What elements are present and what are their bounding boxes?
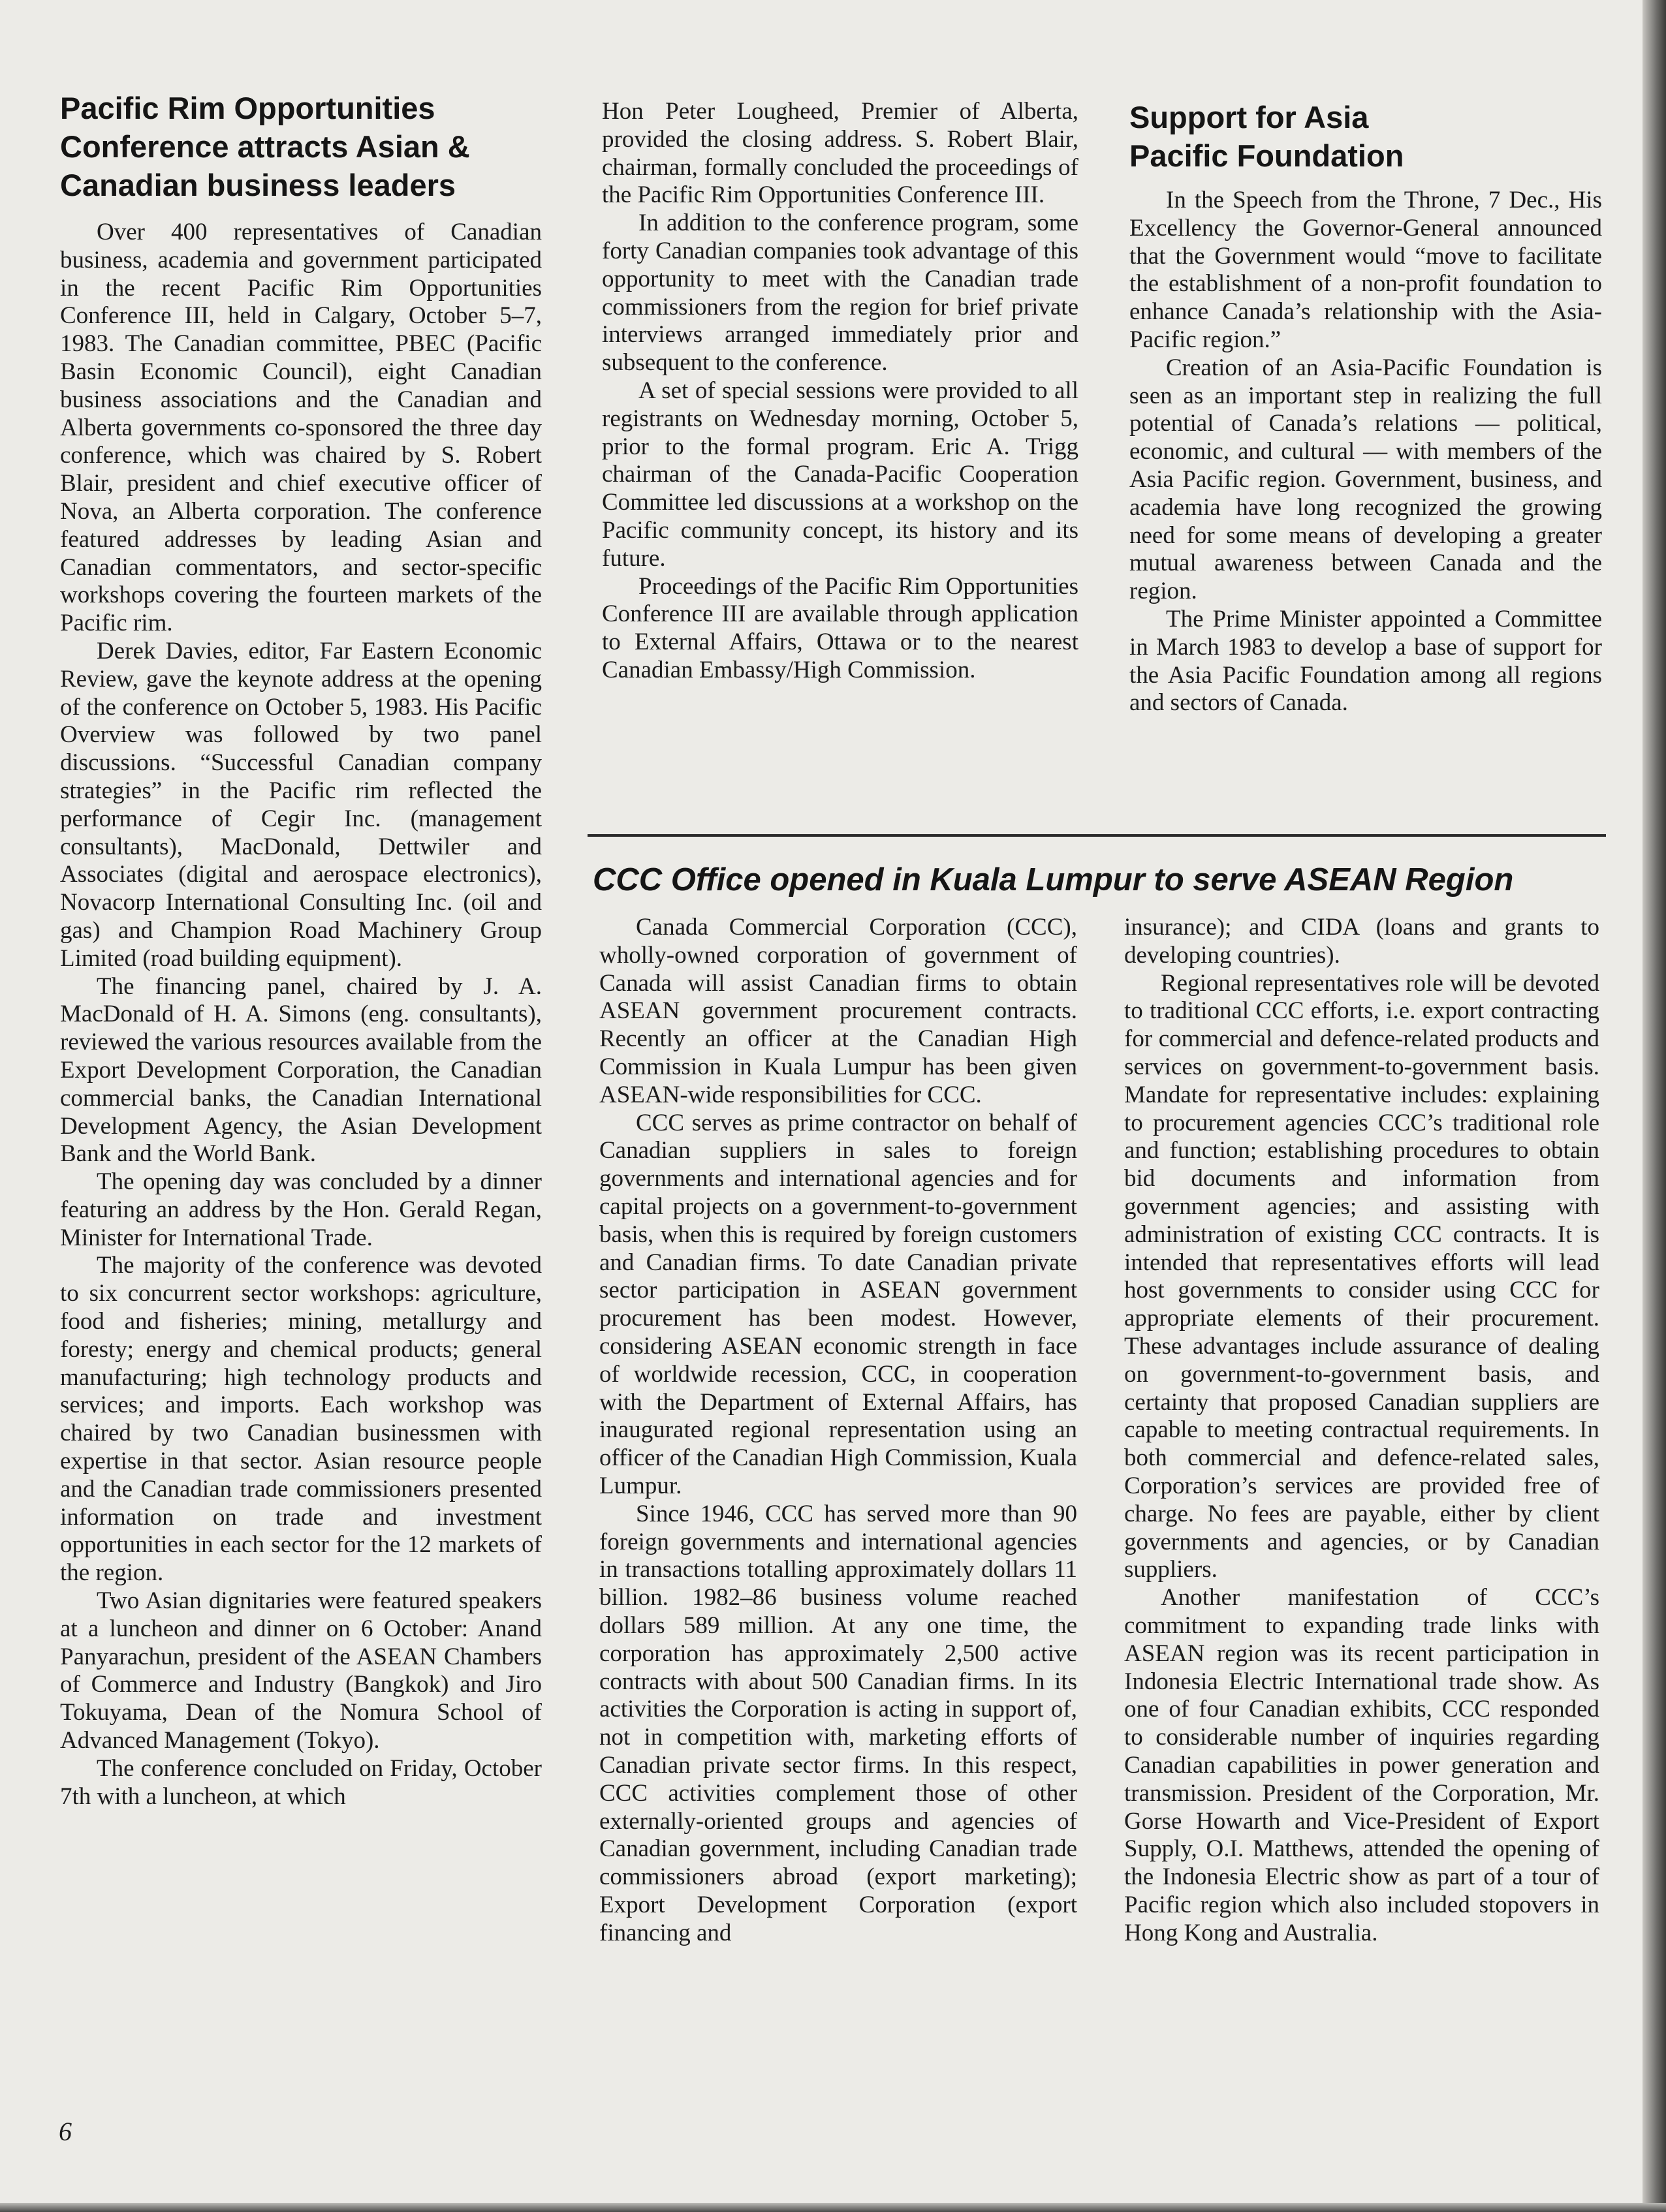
body-paragraph: Canada Commercial Corporation (CCC), wholly-owned corporation of government of Canada will assist Canadian firms to obtain ASEAN government procurement contracts. Recently an officer at the Canadian High Commission in Kuala Lumpur has been given ASEAN-wide responsibilities for CCC. — [599, 914, 1077, 1108]
headline-line: Conference attracts Asian & — [60, 129, 470, 164]
body-paragraph: The opening day was concluded by a dinner featuring an address by the Hon. Gerald Regan, Minister for International Trade. — [60, 1168, 542, 1251]
body-paragraph: The financing panel, chaired by J. A. MacDonald of H. A. Simons (eng. consultants), reviewed the various resources available from the Export Development Corporation, the Canadian commercial banks, the Canadian International Development Agency, the Asian Development Bank and the World Bank. — [60, 973, 542, 1168]
article-asia-pacific-foundation — [1129, 98, 1602, 717]
body-paragraph: Hon Peter Lougheed, Premier of Alberta, provided the closing address. S. Robert Blair, chairman, formally concluded the proceedings of the Pacific Rim Opportunities Conference III. — [602, 98, 1078, 209]
body-paragraph: Over 400 representatives of Canadian business, academia and government participated in the recent Pacific Rim Opportunities Conference III, held in Calgary, October 5–7, 1983. The Canadian committee, PBEC (Pacific Basin Economic Council), eight Canadian business associations and the Canadian and Alberta governments co-sponsored the three day conference, which was chaired by S. Robert Blair, president and chief executive officer of Nova, an Alberta corporation. The conference featured addresses by leading Asian and Canadian commentators, and sector-specific workshops covering the fourteen markets of the Pacific rim. — [60, 219, 542, 637]
article-pacific-rim-col1 — [60, 89, 542, 1811]
article-asia-pacific-foundation-headline — [1129, 98, 1602, 175]
body-paragraph: Creation of an Asia-Pacific Foundation is seen as an important step in realizing the full potential of Canada’s relations — political, economic, and cultural — with members of the Asia Pacific region. Government, business, and academia have long recognized the growing need for some means of developing a greater mutual awareness between Canada and the region. — [1129, 354, 1602, 605]
section-divider-rule — [588, 834, 1606, 837]
body-paragraph: CCC serves as prime contractor on behalf of Canadian suppliers in sales to foreign governments and international agencies and for capital projects on a government-to-government basis, when this is required by foreign customers and Canadian firms. To date Canadian private sector participation in ASEAN government procurement has been modest. However, considering ASEAN economic strength in face of worldwide recession, CCC, in cooperation with the Department of External Affairs, has inaugurated regional representation using an officer of the Canadian High Commission, Kuala Lumpur. — [599, 1109, 1077, 1499]
body-paragraph: The Prime Minister appointed a Committee in March 1983 to develop a base of support for the Asia Pacific Foundation among all regions and sectors of Canada. — [1129, 605, 1602, 717]
page-binding-shadow — [1642, 0, 1666, 2212]
body-paragraph: The majority of the conference was devoted to six concurrent sector workshops: agriculture, food and fisheries; mining, metallurgy and foresty; energy and chemical products; general manufacturing; high technology products and services; and imports. Each workshop was chaired by two Canadian businessmen with expertise in that sector. Asian resource people and the Canadian trade commissioners presented information on trade and investment opportunities in each sector for the 12 markets of the region. — [60, 1252, 542, 1587]
page-bottom-edge — [0, 2203, 1666, 2212]
headline-line: Canadian business leaders — [60, 168, 456, 202]
body-paragraph: Another manifestation of CCC’s commitment to expanding trade links with ASEAN region was its recent participation in Indonesia Electric International trade show. As one of four Canadian exhibits, CCC responded to considerable number of inquiries regarding Canadian capabilities in power generation and transmission. President of the Corporation, Mr. Gorse Howarth and Vice-President of Export Supply, O.I. Matthews, attended the opening of the Indonesia Electric show as part of a tour of Pacific region which also included stopovers in Hong Kong and Australia. — [1124, 1584, 1599, 1946]
article-pacific-rim-headline — [60, 89, 542, 204]
page-number: 6 — [59, 2117, 72, 2146]
headline-line: Pacific Rim Opportunities — [60, 91, 435, 125]
body-paragraph: Proceedings of the Pacific Rim Opportunities Conference III are available through application to External Affairs, Ottawa or to the nearest Canadian Embassy/High Commission. — [602, 572, 1078, 683]
body-paragraph: The conference concluded on Friday, October 7th with a luncheon, at which — [60, 1754, 542, 1810]
body-paragraph: Regional representatives role will be devoted to traditional CCC efforts, i.e. export contracting for commercial and defence-related products and services on government-to-government basis. Mandate for representative includes: explaining to procurement agencies CCC’s traditional role and function; establishing procedures to obtain bid documents and information from government agencies; and assisting with administration of existing CCC contracts. It is intended that representatives efforts will lead host governments to consider using CCC for appropriate elements of their procurement. These advantages include assurance of dealing on government-to-government basis, and certainty that proposed Canadian suppliers are capable to meeting contractual requirements. In both commercial and defence-related sales, Corporation’s services are provided free of charge. No fees are payable, either by client governments and agencies, or by Canadian suppliers. — [1124, 969, 1599, 1583]
body-paragraph: Derek Davies, editor, Far Eastern Economic Review, gave the keynote address at the opening of the conference on October 5, 1983. His Pacific Overview was followed by two panel discussions. “Successful Canadian company strategies” in the Pacific rim reflected the performance of Cegir Inc. (management consultants), MacDonald, Dettwiler and Associates (digital and aerospace electronics), Novacorp International Consulting Inc. (oil and gas) and Champion Road Machinery Group Limited (road building equipment). — [60, 637, 542, 972]
body-paragraph: A set of special sessions were provided to all registrants on Wednesday morning, October 5, prior to the formal program. Eric A. Trigg chairman of the Canada-Pacific Cooperation Committee led discussions at a workshop on the Pacific community concept, its history and its future. — [602, 377, 1078, 572]
article-ccc-headline: CCC Office opened in Kuala Lumpur to serve ASEAN Region — [593, 862, 1514, 897]
body-paragraph: In addition to the conference program, some forty Canadian companies took advantage of this opportunity to meet with the Canadian trade commissioners from the region for brief private interviews arranged immediately prior and subsequent to the conference. — [602, 210, 1078, 377]
body-paragraph: insurance); and CIDA (loans and grants to developing countries). — [1124, 914, 1599, 969]
body-paragraph: Two Asian dignitaries were featured speakers at a luncheon and dinner on 6 October: Anand Panyarachun, president of the ASEAN Chambers of Commerce and Industry (Bangkok) and Jiro Tokuyama, Dean of the Nomura School of Advanced Management (Tokyo). — [60, 1587, 542, 1754]
body-paragraph: In the Speech from the Throne, 7 Dec., His Excellency the Governor-General announced that the Government would “move to facilitate the establishment of a non-profit foundation to enhance Canada’s relationship with the Asia-Pacific region.” — [1129, 187, 1602, 353]
article-ccc-col1 — [599, 914, 1077, 1947]
body-paragraph: Since 1946, CCC has served more than 90 foreign governments and international agencies in transactions totalling approximately dollars 11 billion. 1982–86 business volume reached dollars 589 million. At any one time, the corporation has approximately 2,500 active contracts with about 500 Canadian firms. In its activities the Corporation is acting in support of, not in competition with, marketing efforts of Canadian private sector firms. In this respect, CCC activities complement those of other externally-oriented groups and agencies of Canadian government, including Canadian trade commissioners abroad (export marketing); Export Development Corporation (export financing and — [599, 1500, 1077, 1946]
article-pacific-rim-col2 — [602, 98, 1078, 685]
headline-line: Pacific Foundation — [1129, 138, 1404, 173]
article-ccc-col2 — [1124, 914, 1599, 1947]
headline-line: Support for Asia — [1129, 100, 1369, 134]
